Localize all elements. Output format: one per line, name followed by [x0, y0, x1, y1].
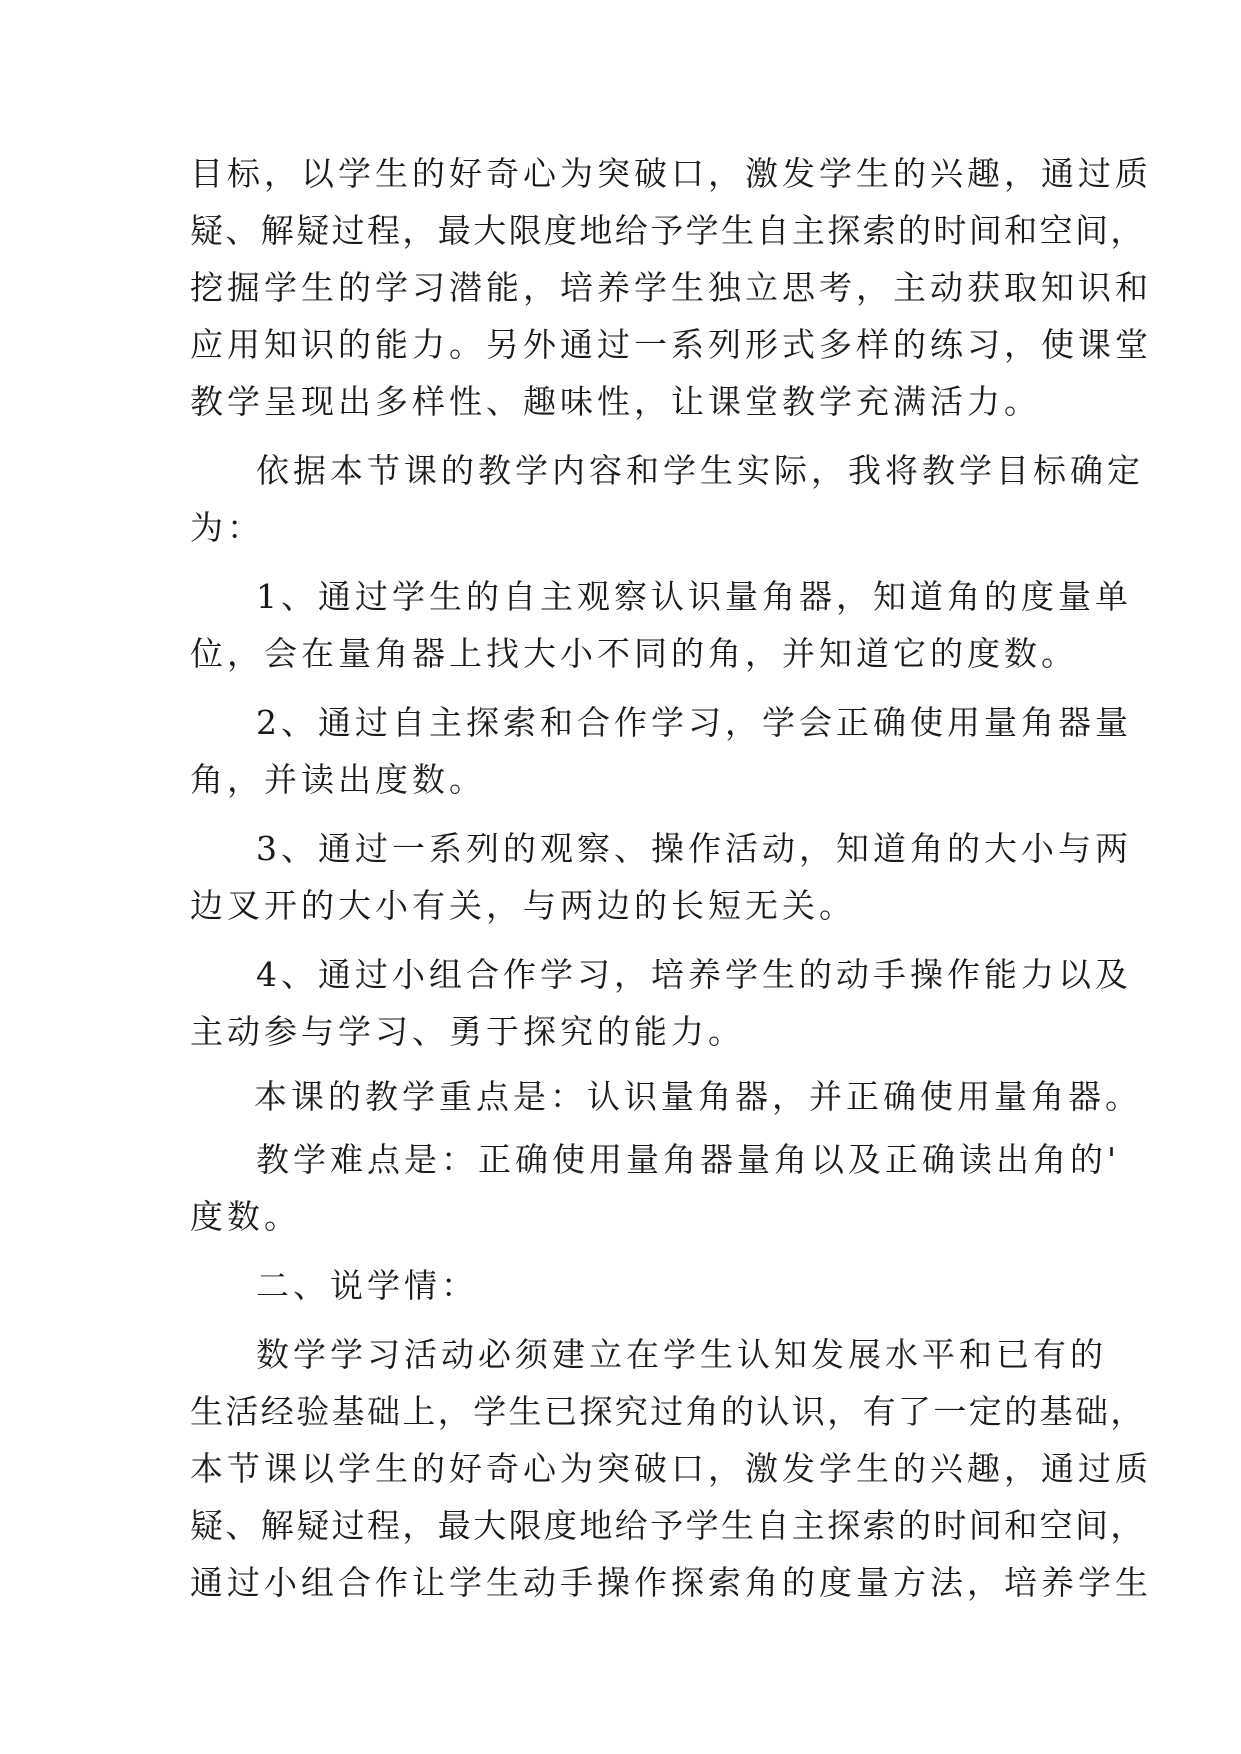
text-line: 疑、解疑过程，最大限度地给予学生自主探索的时间和空间， [190, 211, 1146, 250]
text-line: 数学学习活动必须建立在学生认知发展水平和已有的 [256, 1335, 1107, 1374]
text-line: 通过小组合作让学生动手操作探索角的度量方法，培养学生 [190, 1563, 1152, 1602]
text-line: 生活经验基础上，学生已探究过角的认识，有了一定的基础， [190, 1392, 1146, 1431]
text-line: 疑、解疑过程，最大限度地给予学生自主探索的时间和空间， [190, 1506, 1146, 1545]
text-line: 依据本节课的教学内容和学生实际，我将教学目标确定 [256, 451, 1144, 490]
text-line: 4、通过小组合作学习，培养学生的动手操作能力以及 [256, 955, 1132, 994]
text-line: 角，并读出度数。 [190, 760, 486, 799]
text-line: 教学难点是：正确使用量角器量角以及正确读出角的' [256, 1140, 1121, 1179]
text-line: 二、说学情： [256, 1266, 478, 1305]
text-line: 本节课以学生的好奇心为突破口，激发学生的兴趣，通过质 [190, 1449, 1152, 1488]
text-line: 度数。 [190, 1197, 301, 1236]
text-line: 2、通过自主探索和合作学习，学会正确使用量角器量 [256, 703, 1132, 742]
text-line: 1、通过学生的自主观察认识量角器，知道角的度量单 [256, 577, 1132, 616]
text-line: 本课的教学重点是：认识量角器，并正确使用量角器。 [254, 1077, 1142, 1116]
text-line: 主动参与学习、勇于探究的能力。 [190, 1012, 745, 1051]
text-line: 教学呈现出多样性、趣味性，让课堂教学充满活力。 [190, 382, 1041, 421]
text-line: 挖掘学生的学习潜能，培养学生独立思考，主动获取知识和 [190, 268, 1152, 307]
text-line: 目标，以学生的好奇心为突破口，激发学生的兴趣，通过质 [190, 154, 1152, 193]
text-line: 为： [190, 508, 264, 547]
text-line: 3、通过一系列的观察、操作活动，知道角的大小与两 [256, 829, 1132, 868]
text-line: 应用知识的能力。另外通过一系列形式多样的练习，使课堂 [190, 325, 1152, 364]
text-line: 位，会在量角器上找大小不同的角，并知道它的度数。 [190, 634, 1078, 673]
text-line: 边叉开的大小有关，与两边的长短无关。 [190, 886, 856, 925]
